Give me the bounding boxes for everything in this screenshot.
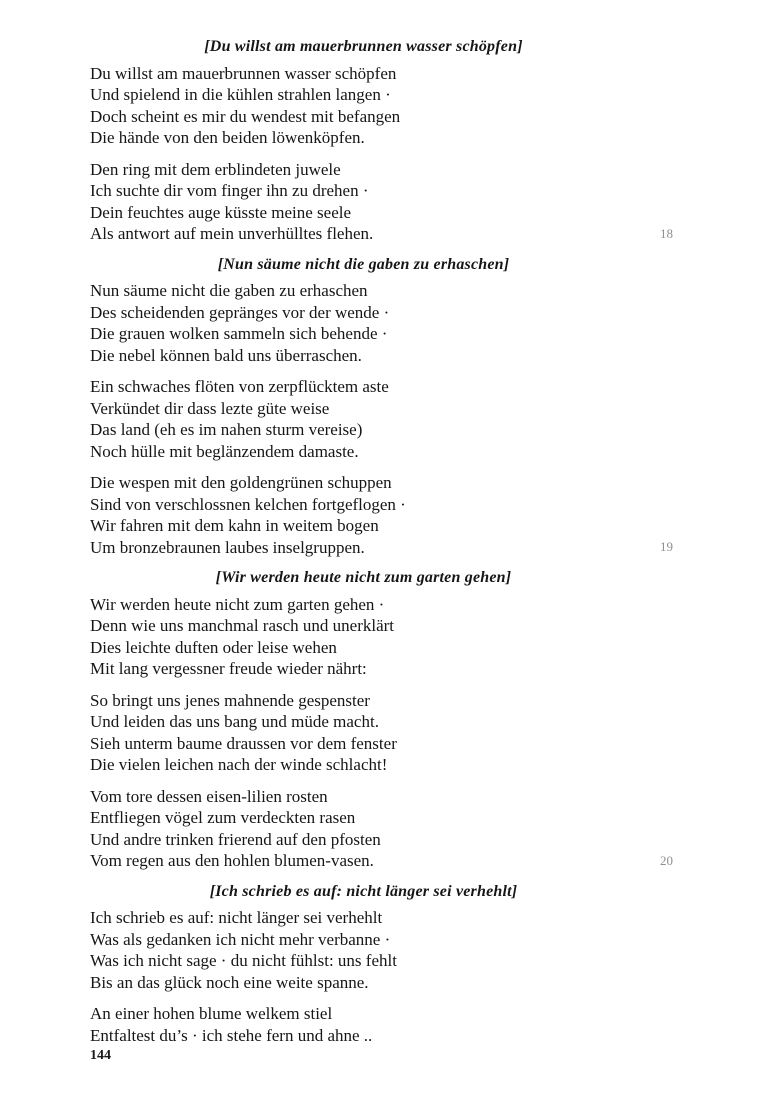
folio-number: 144	[90, 1048, 111, 1063]
poem-line: Bis an das glück noch eine weite spanne.	[90, 972, 369, 992]
poem-line: Die hände von den beiden löwenköpfen.	[90, 128, 365, 147]
poem-line: Den ring mit dem erblindeten juwele	[90, 159, 341, 179]
poem-margin-number: 20	[660, 852, 673, 868]
poem-line: Entfliegen vögel zum verdeckten rasen	[90, 808, 356, 827]
poem-line: Ich schrieb es auf: nicht länger sei verhehlt	[90, 908, 383, 927]
poem-line: Wir werden heute nicht zum garten gehen ·	[90, 594, 385, 614]
poem-title: [Ich schrieb es auf: nicht länger sei verhehlt]	[209, 882, 518, 900]
poem-line: Die vielen leichen nach der winde schlacht!	[90, 755, 388, 774]
poem-line: Und leiden das uns bang und müde macht.	[90, 712, 379, 731]
text-column	[90, 36, 673, 1064]
poem-1	[90, 36, 673, 245]
poem-line: Ich suchte dir vom finger ihn zu drehen ·	[90, 181, 369, 200]
stanza	[90, 472, 637, 558]
poem-line: Das land (eh es im nahen sturm vereise)	[90, 420, 363, 439]
poem-line: So bringt uns jenes mahnende gespenster	[90, 690, 370, 710]
stanza	[90, 280, 637, 366]
poem-line: Was als gedanken ich nicht mehr verbanne ·	[90, 929, 391, 949]
poem-2	[90, 254, 673, 559]
poem-line: An einer hohen blume welkem stiel	[90, 1004, 333, 1023]
poem-4	[90, 881, 637, 1047]
stanza	[90, 376, 637, 462]
poem-line: Wir fahren mit dem kahn in weitem bogen	[90, 516, 379, 535]
poem-line: Verkündet dir dass lezte güte weise	[90, 398, 330, 418]
poem-line: Entfaltest du’s · ich stehe fern und ahne ..	[90, 1025, 373, 1045]
poem-line: Vom regen aus den hohlen blumen-vasen.	[90, 851, 374, 870]
poem-line: Sind von verschlossnen kelchen fortgeflogen ·	[90, 494, 406, 514]
stanza	[90, 63, 637, 149]
poem-line: Sieh unterm baume draussen vor dem fenster	[90, 733, 397, 753]
poem-line: Ein schwaches flöten von zerpflücktem aste	[90, 377, 389, 396]
poem-margin-number: 19	[660, 539, 673, 554]
poem-line: Was ich nicht sage · du nicht fühlst: uns fehlt	[90, 951, 397, 970]
poem-title: [Wir werden heute nicht zum garten gehen]	[215, 569, 512, 586]
poem-line: Und spielend in die kühlen strahlen langen ·	[90, 85, 391, 104]
poem-line: Vom tore dessen eisen-lilien rosten	[90, 786, 328, 806]
poem-line: Nun säume nicht die gaben zu erhaschen	[90, 281, 368, 300]
poem-line: Doch scheint es mir du wendest mit befangen	[90, 106, 401, 126]
poem-title: [Nun säume nicht die gaben zu erhaschen]	[217, 255, 510, 273]
poem-margin-number: 18	[660, 225, 673, 241]
poem-line: Um bronzebraunen laubes inselgruppen.	[90, 537, 365, 557]
stanza	[90, 1003, 637, 1046]
poem-line: Mit lang vergessner freude wieder nährt:	[90, 659, 367, 678]
poem-line: Dein feuchtes auge küsste meine seele	[90, 202, 352, 222]
poem-line: Du willst am mauerbrunnen wasser schöpfen	[90, 63, 397, 83]
poem-line: Als antwort auf mein unverhülltes flehen.	[90, 224, 374, 243]
poem-line: Des scheidenden gepränges vor der wende ·	[90, 302, 390, 322]
stanza	[90, 786, 637, 872]
poem-line: Die grauen wolken sammeln sich behende ·	[90, 324, 388, 343]
poem-line: Und andre trinken frierend auf den pfosten	[90, 829, 381, 849]
poem-line: Dies leichte duften oder leise wehen	[90, 637, 337, 657]
poem-line: Denn wie uns manchmal rasch und unerklärt	[90, 616, 395, 635]
stanza	[90, 594, 637, 680]
stanza	[90, 907, 637, 993]
poem-line: Die nebel können bald uns überraschen.	[90, 345, 362, 365]
poem-title: [Du willst am mauerbrunnen wasser schöpfen]	[204, 38, 523, 55]
stanza	[90, 690, 637, 776]
poem-line: Noch hülle mit beglänzendem damaste.	[90, 441, 359, 461]
poem-line: Die wespen mit den goldengrünen schuppen	[90, 473, 392, 492]
stanza	[90, 159, 637, 245]
poem-3	[90, 567, 673, 872]
